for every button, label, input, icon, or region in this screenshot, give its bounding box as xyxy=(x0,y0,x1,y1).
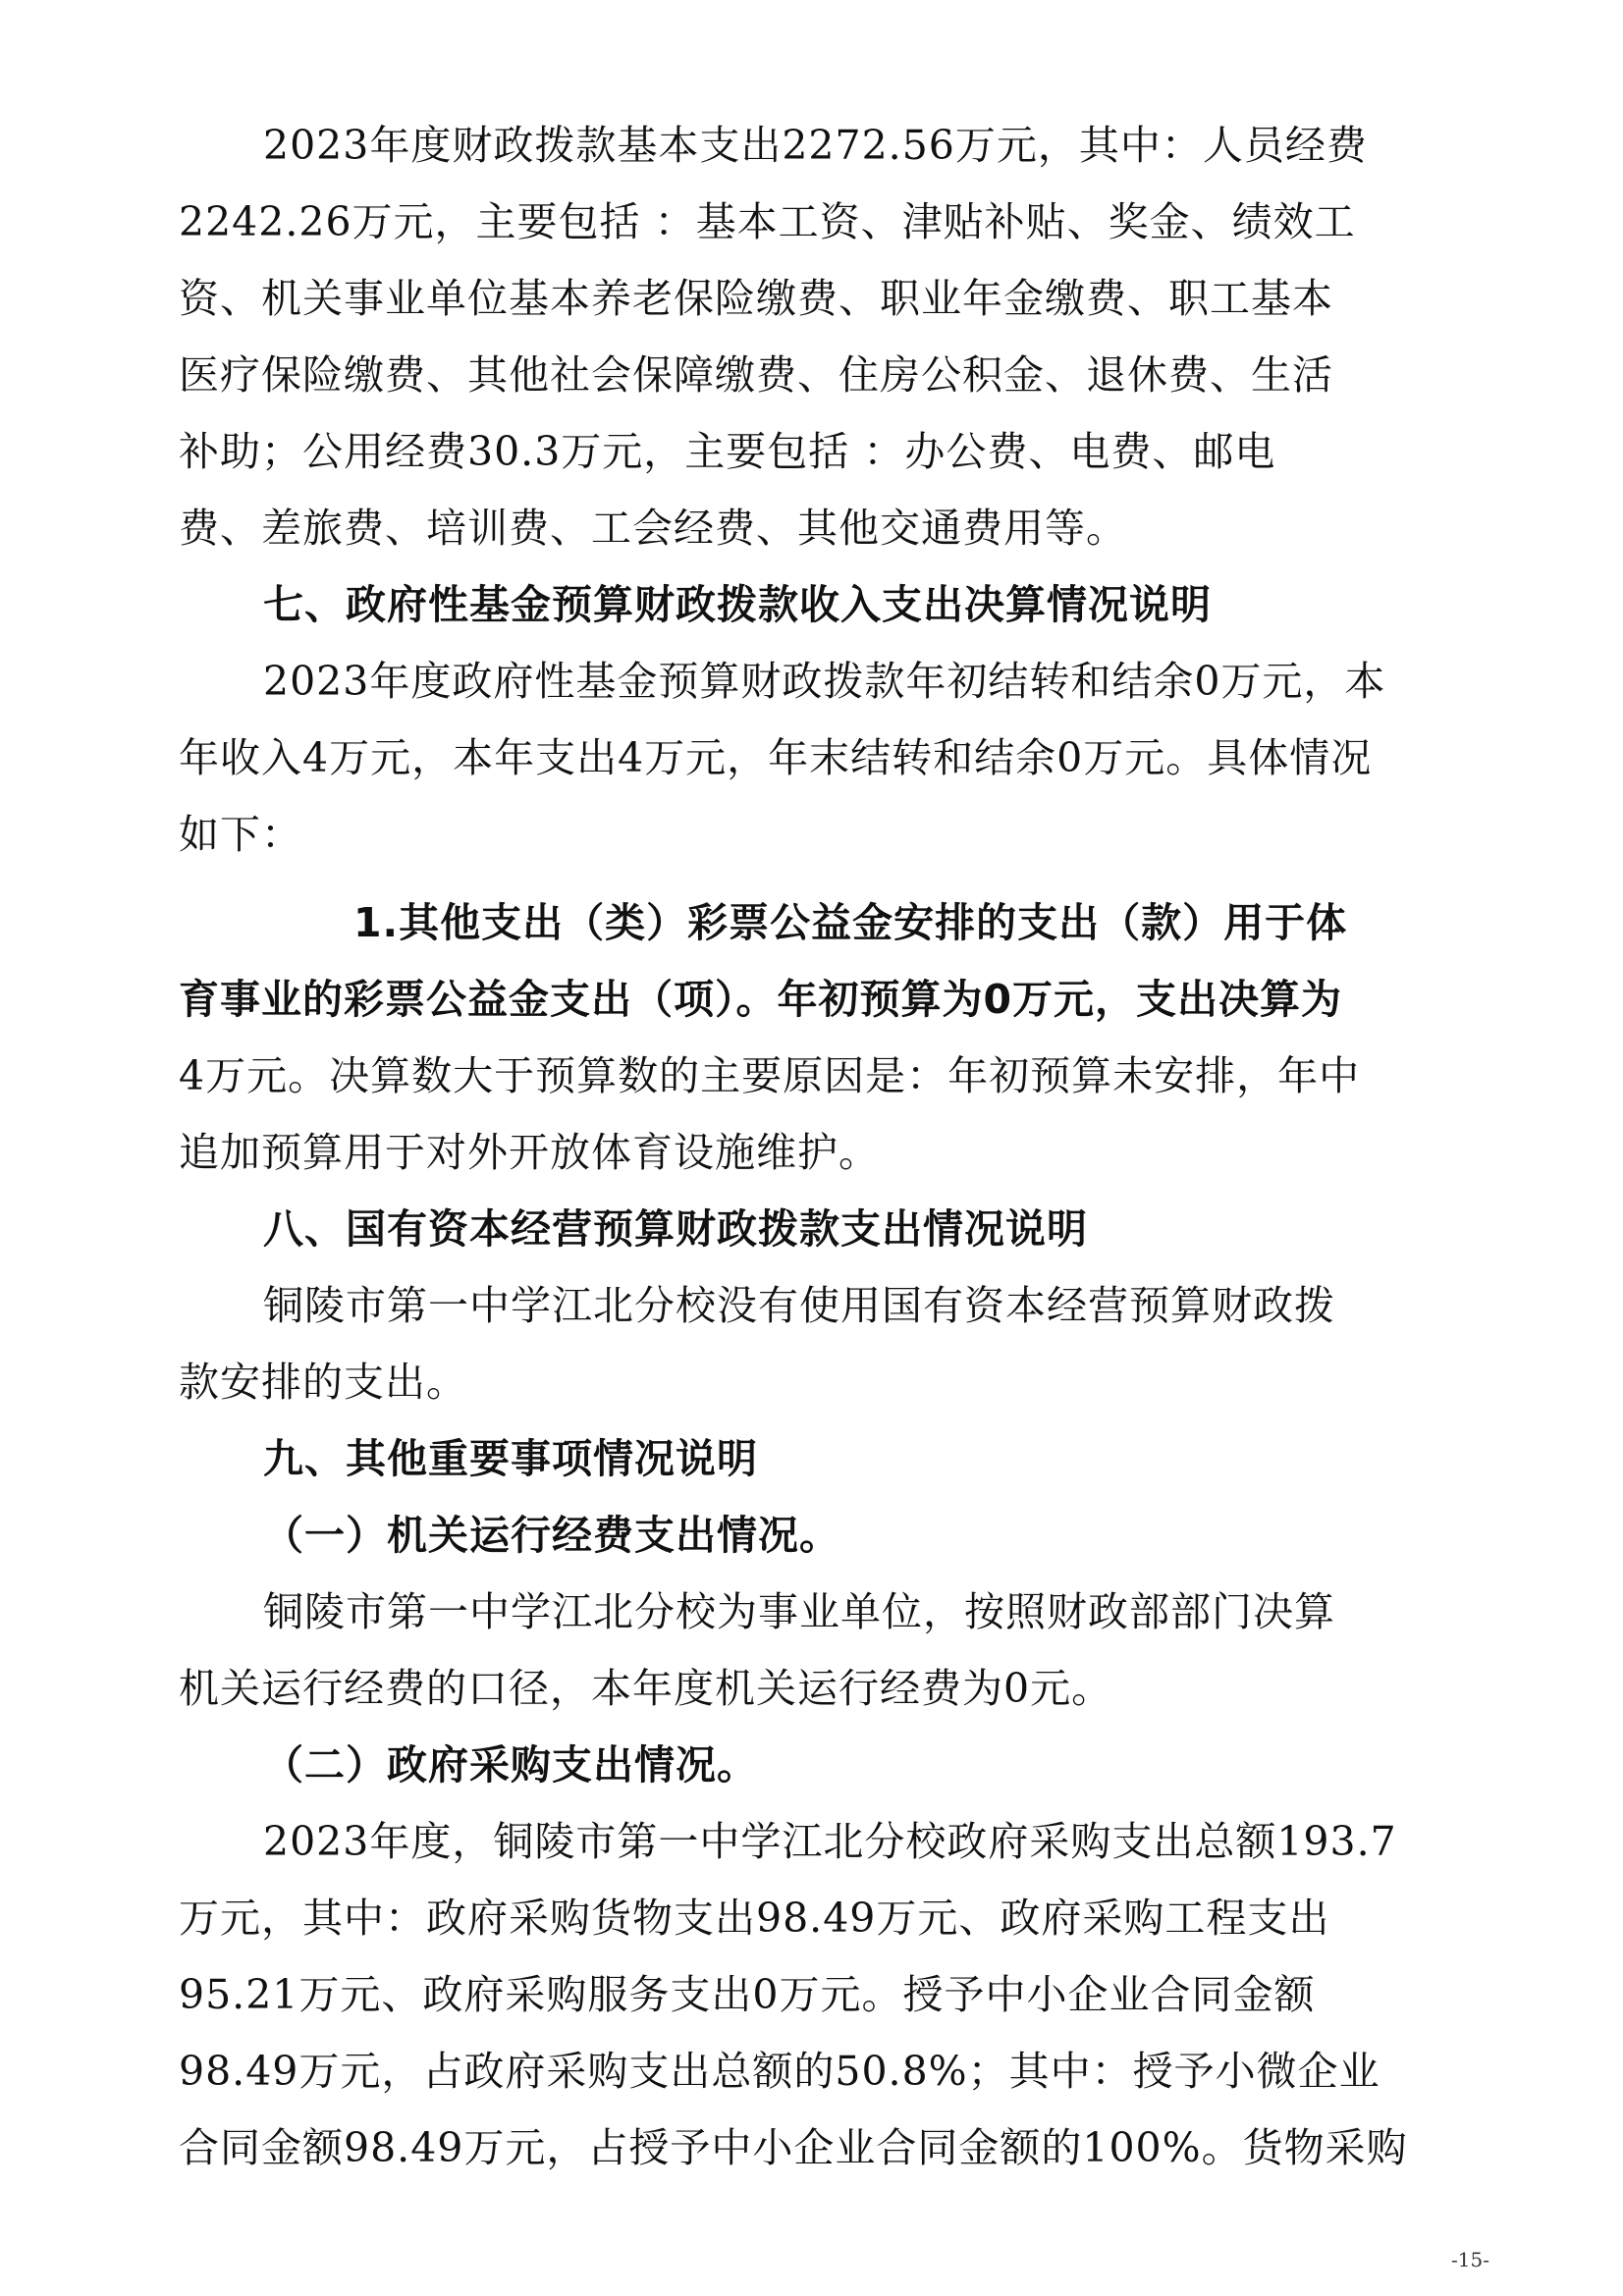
paragraph-line: 2023年度，铜陵市第一中学江北分校政府采购支出总额193.7 xyxy=(263,1818,1397,1865)
paragraph-line: 合同金额98.49万元，占授予中小企业合同金额的100%。货物采购 xyxy=(179,2124,1408,2171)
paragraph-line: 款安排的支出。 xyxy=(179,1359,467,1406)
paragraph-line: 95.21万元、政府采购服务支出0万元。授予中小企业合同金额 xyxy=(179,1971,1316,2018)
paragraph-line: 补助；公用经费30.3万元，主要包括 ：办公费、电费、邮电 xyxy=(179,428,1276,475)
subsection-heading-one: （一）机关运行经费支出情况。 xyxy=(263,1512,840,1559)
paragraph-line: 98.49万元，占政府采购支出总额的50.8%；其中：授予小微企业 xyxy=(179,2048,1380,2095)
paragraph-line: 2242.26万元，主要包括 ：基本工资、津贴补贴、奖金、绩效工 xyxy=(179,198,1356,245)
paragraph-line: 医疗保险缴费、其他社会保障缴费、住房公积金、退休费、生活 xyxy=(179,351,1333,399)
page-number: -15- xyxy=(1451,2248,1489,2271)
list-item-heading: 1.其他支出（类）彩票公益金安排的支出（款）用于体 xyxy=(353,899,1348,946)
paragraph-line: 费、差旅费、培训费、工会经费、其他交通费用等。 xyxy=(179,505,1127,552)
section-heading-nine: 九、其他重要事项情况说明 xyxy=(263,1435,758,1482)
paragraph-line: 2023年度政府性基金预算财政拨款年初结转和结余0万元，本 xyxy=(263,658,1386,705)
paragraph-line: 追加预算用于对外开放体育设施维护。 xyxy=(179,1129,880,1176)
paragraph-line: 铜陵市第一中学江北分校没有使用国有资本经营预算财政拨 xyxy=(263,1282,1335,1329)
paragraph-line: 2023年度财政拨款基本支出2272.56万元，其中：人员经费 xyxy=(263,122,1368,169)
section-heading-seven: 七、政府性基金预算财政拨款收入支出决算情况说明 xyxy=(263,581,1212,628)
section-heading-eight: 八、国有资本经营预算财政拨款支出情况说明 xyxy=(263,1205,1088,1253)
paragraph-line: 万元，其中：政府采购货物支出98.49万元、政府采购工程支出 xyxy=(179,1895,1330,1942)
paragraph-line: 资、机关事业单位基本养老保险缴费、职业年金缴费、职工基本 xyxy=(179,275,1333,322)
subsection-heading-two: （二）政府采购支出情况。 xyxy=(263,1741,758,1789)
list-item-heading: 育事业的彩票公益金支出（项）。年初预算为0万元，支出决算为 xyxy=(179,976,1343,1023)
paragraph-line: 年收入4万元，本年支出4万元，年末结转和结余0万元。具体情况 xyxy=(179,734,1373,781)
paragraph-line: 如下： xyxy=(179,811,302,858)
paragraph-line: 铜陵市第一中学江北分校为事业单位，按照财政部部门决算 xyxy=(263,1588,1335,1635)
paragraph-line: 4万元。决算数大于预算数的主要原因是：年初预算未安排，年中 xyxy=(179,1052,1361,1099)
paragraph-line: 机关运行经费的口径，本年度机关运行经费为0元。 xyxy=(179,1665,1113,1712)
